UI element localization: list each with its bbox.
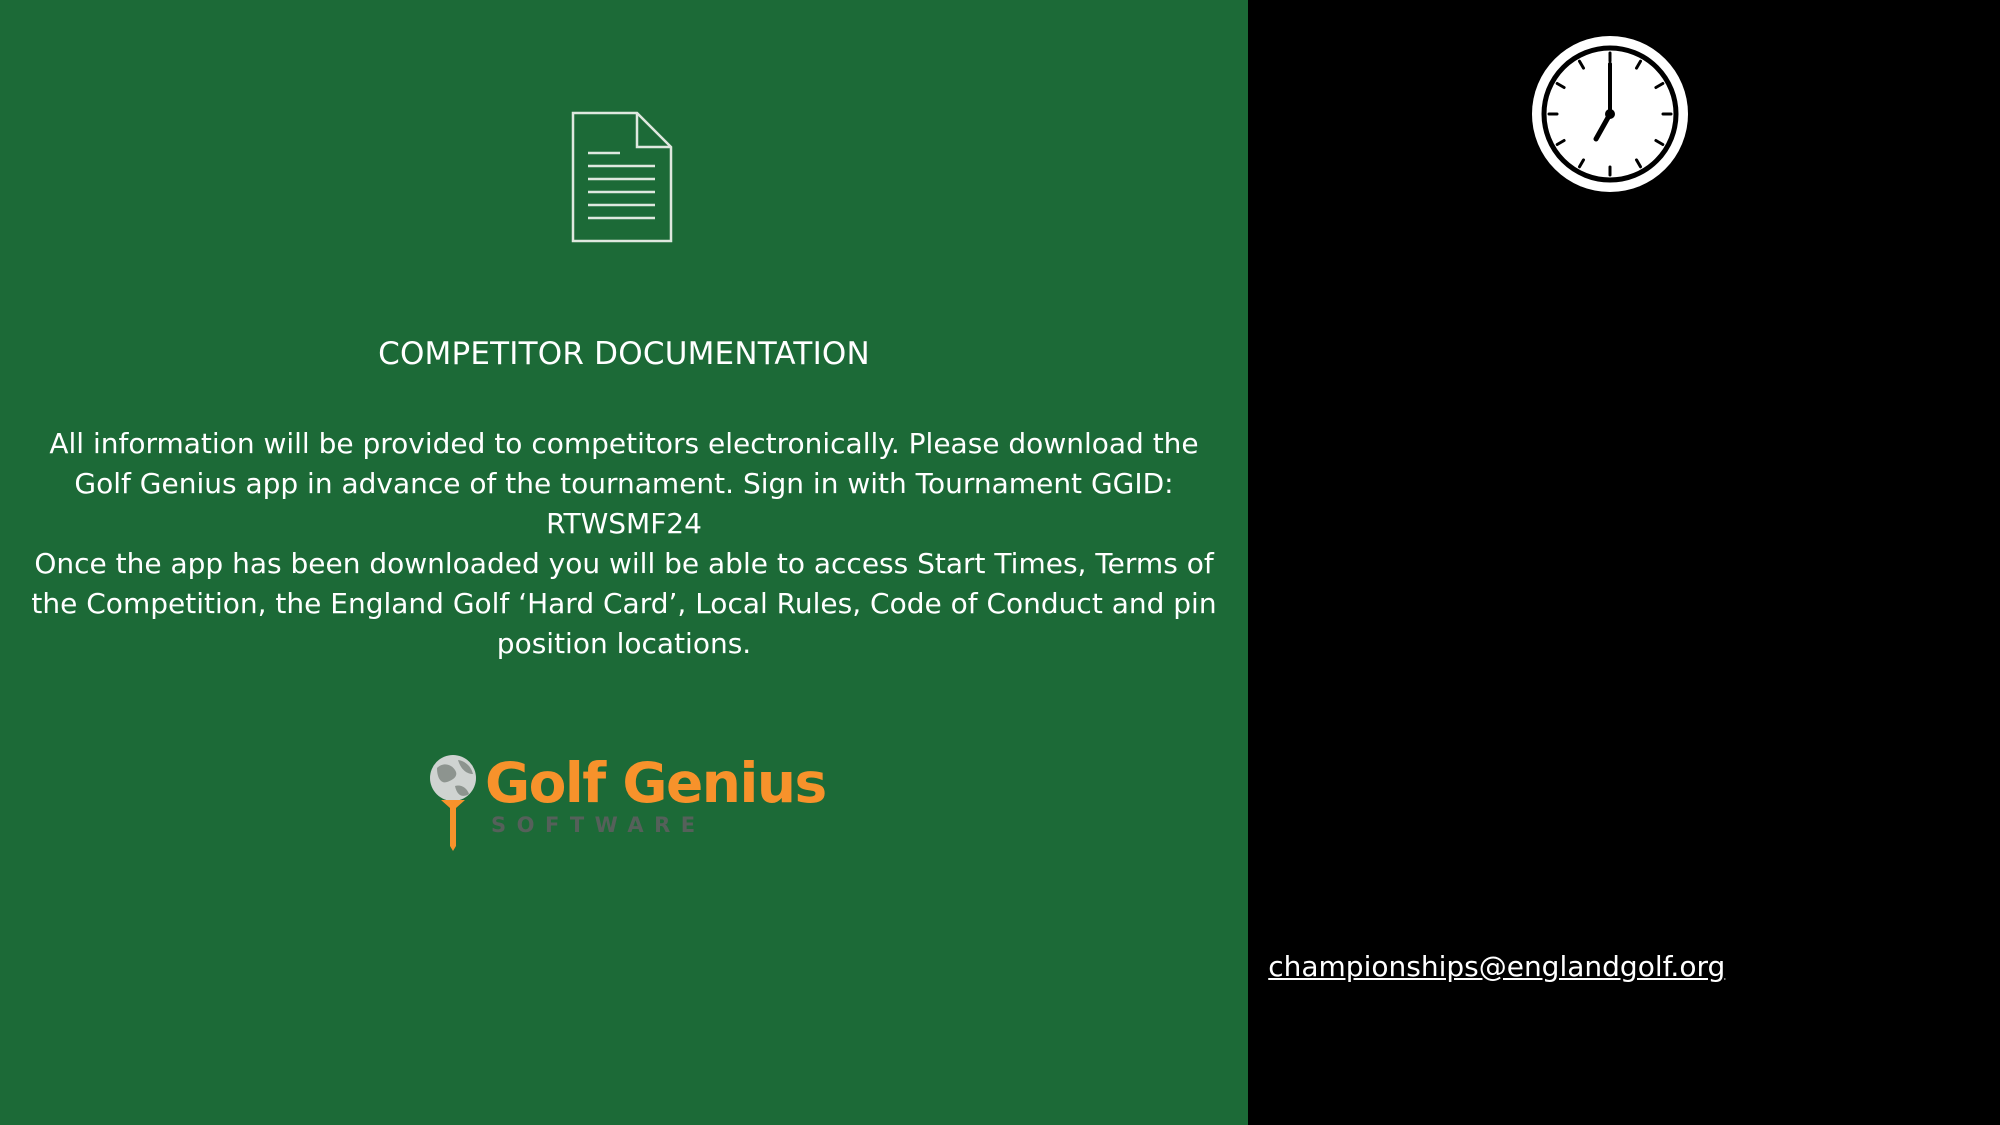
withdrawal-email-paragraph (1268, 907, 1980, 1027)
clock-icon (1530, 34, 1690, 194)
app-download-paragraph: All information will be provided to competitors electronically. Please download the Golf Genius app in advance of the tournament. Sign in with Tournament GGID: RTWSMF24 (49, 427, 1199, 540)
championships-email-link[interactable]: championships@englandgolf.org (1268, 950, 1726, 983)
withdraw-text-after: giving your name and reason for withdrawing (1431, 950, 1980, 1023)
withdrawal-notice-paragraph: England Golf requires that competitors should give the earliest possible notice if they are obliged to withdraw. (1268, 769, 1980, 882)
competitor-documentation-title: COMPETITOR DOCUMENTATION (378, 336, 870, 372)
golf-genius-logo (425, 752, 825, 852)
software-tagline: SOFTWARE (491, 813, 706, 837)
registration-heading: REGISTRATION (1508, 244, 1740, 277)
golf-genius-wordmark: Golf Genius (485, 751, 826, 815)
app-contents-paragraph: Once the app has been downloaded you will be able to access Start Times, Terms of the Competition, the England Golf ‘Hard Card’, Local Rules, Code of Conduct and pin position locations. (31, 547, 1217, 660)
withdraw-text-before: To withdraw please email (1447, 910, 1801, 943)
withdrawals-heading: WITHDRAWALS (1504, 707, 1744, 740)
registration-paragraph: All competitors must register at the tournament desk in the conference centre at least 20 minutes before their tee time. If there are any issues regarding registration, please call 07702 913885. (1274, 325, 1974, 478)
document-icon (570, 110, 675, 245)
refund-paragraph: No refund will be given to any competitor who fails to register by this time. (1299, 546, 1949, 619)
golf-ball-tee-icon (425, 752, 481, 852)
